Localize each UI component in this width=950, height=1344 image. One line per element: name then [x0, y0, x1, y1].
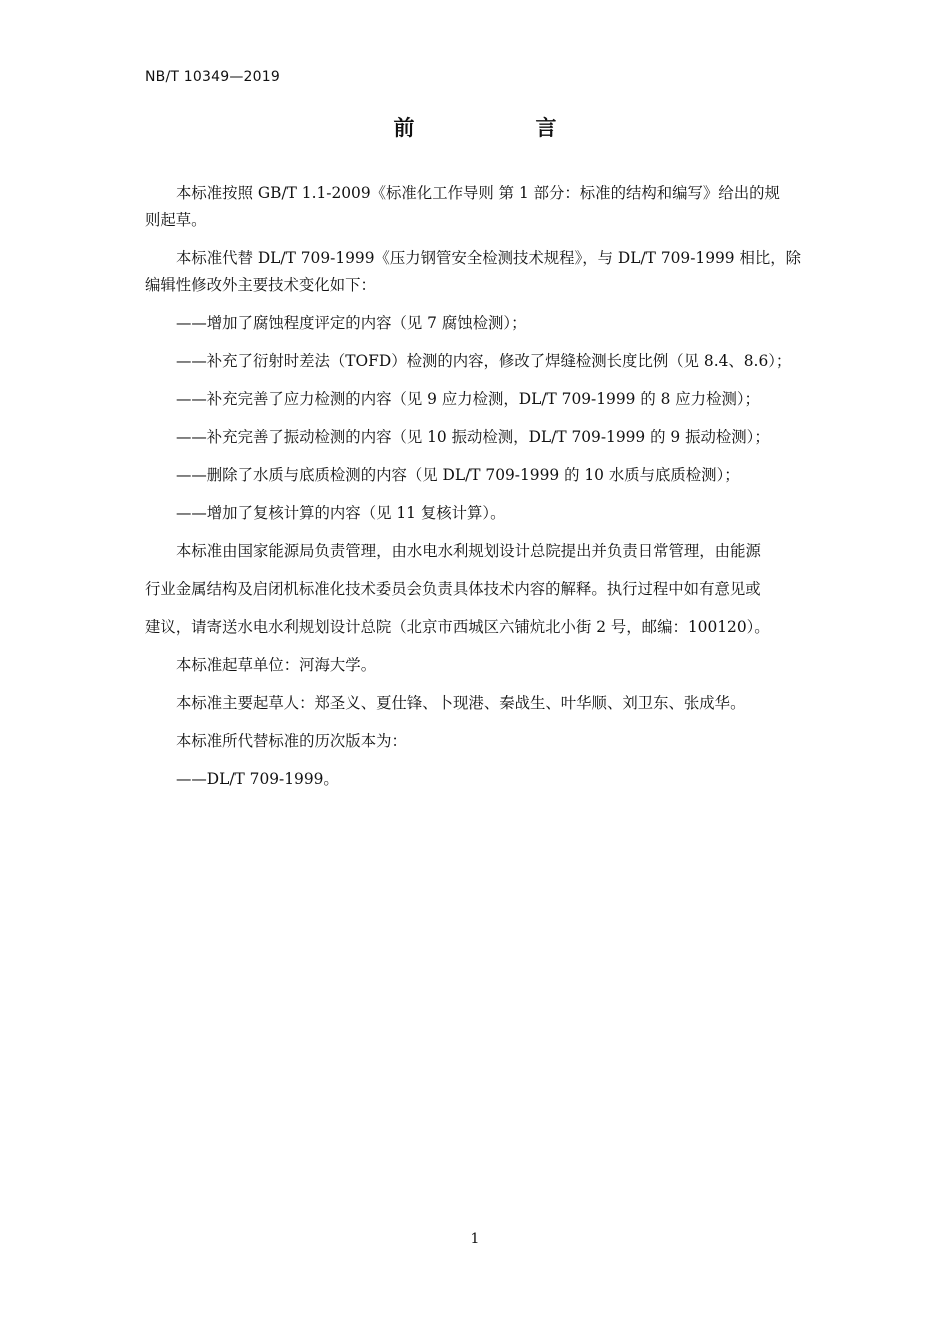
change-list-item: ——补充完善了振动检测的内容（见 10 振动检测，DL/T 709-1999 的 9 振动检测）； — [176, 428, 770, 446]
paragraph-line: 本标准按照 GB/T 1.1-2009《标准化工作导则 第 1 部分：标准的结构和编写》给出的规 — [176, 184, 780, 202]
drafters: 本标准主要起草人：郑圣义、夏仕锋、卜现港、秦战生、叶华顺、刘卫东、张成华。 — [176, 694, 746, 712]
change-list-item: ——删除了水质与底质检测的内容（见 DL/T 709-1999 的 10 水质与底质检测）； — [176, 466, 740, 484]
drafting-unit: 本标准起草单位：河海大学。 — [176, 656, 377, 674]
history-intro: 本标准所代替标准的历次版本为： — [176, 732, 407, 750]
document-body — [145, 180, 825, 793]
page-title: 前 言 — [393, 116, 607, 140]
history-item: ——DL/T 709-1999。 — [176, 770, 339, 788]
paragraph-line: 编辑性修改外主要技术变化如下： — [145, 276, 376, 294]
paragraph-line: 行业金属结构及启闭机标准化技术委员会负责具体技术内容的解释。执行过程中如有意见或 — [145, 580, 761, 598]
standard-code: NB/T 10349—2019 — [145, 69, 280, 85]
change-list-item: ——补充完善了应力检测的内容（见 9 应力检测，DL/T 709-1999 的 8 应力检测）； — [176, 390, 760, 408]
page-number: 1 — [470, 1231, 480, 1247]
paragraph-line: 则起草。 — [145, 211, 207, 229]
paragraph-line: 本标准代替 DL/T 709-1999《压力钢管安全检测技术规程》，与 DL/T 709-1999 相比，除 — [176, 249, 802, 267]
paragraph-line: 本标准由国家能源局负责管理，由水电水利规划设计总院提出并负责日常管理，由能源 — [176, 542, 761, 560]
paragraph-line: 建议，请寄送水电水利规划设计总院（北京市西城区六铺炕北小街 2 号，邮编：100120）。 — [145, 618, 770, 636]
change-list-item: ——增加了腐蚀程度评定的内容（见 7 腐蚀检测）； — [176, 314, 527, 332]
change-list-item: ——补充了衍射时差法（TOFD）检测的内容，修改了焊缝检测长度比例（见 8.4、8.6）； — [176, 352, 792, 370]
change-list-item: ——增加了复核计算的内容（见 11 复核计算）。 — [176, 504, 506, 522]
